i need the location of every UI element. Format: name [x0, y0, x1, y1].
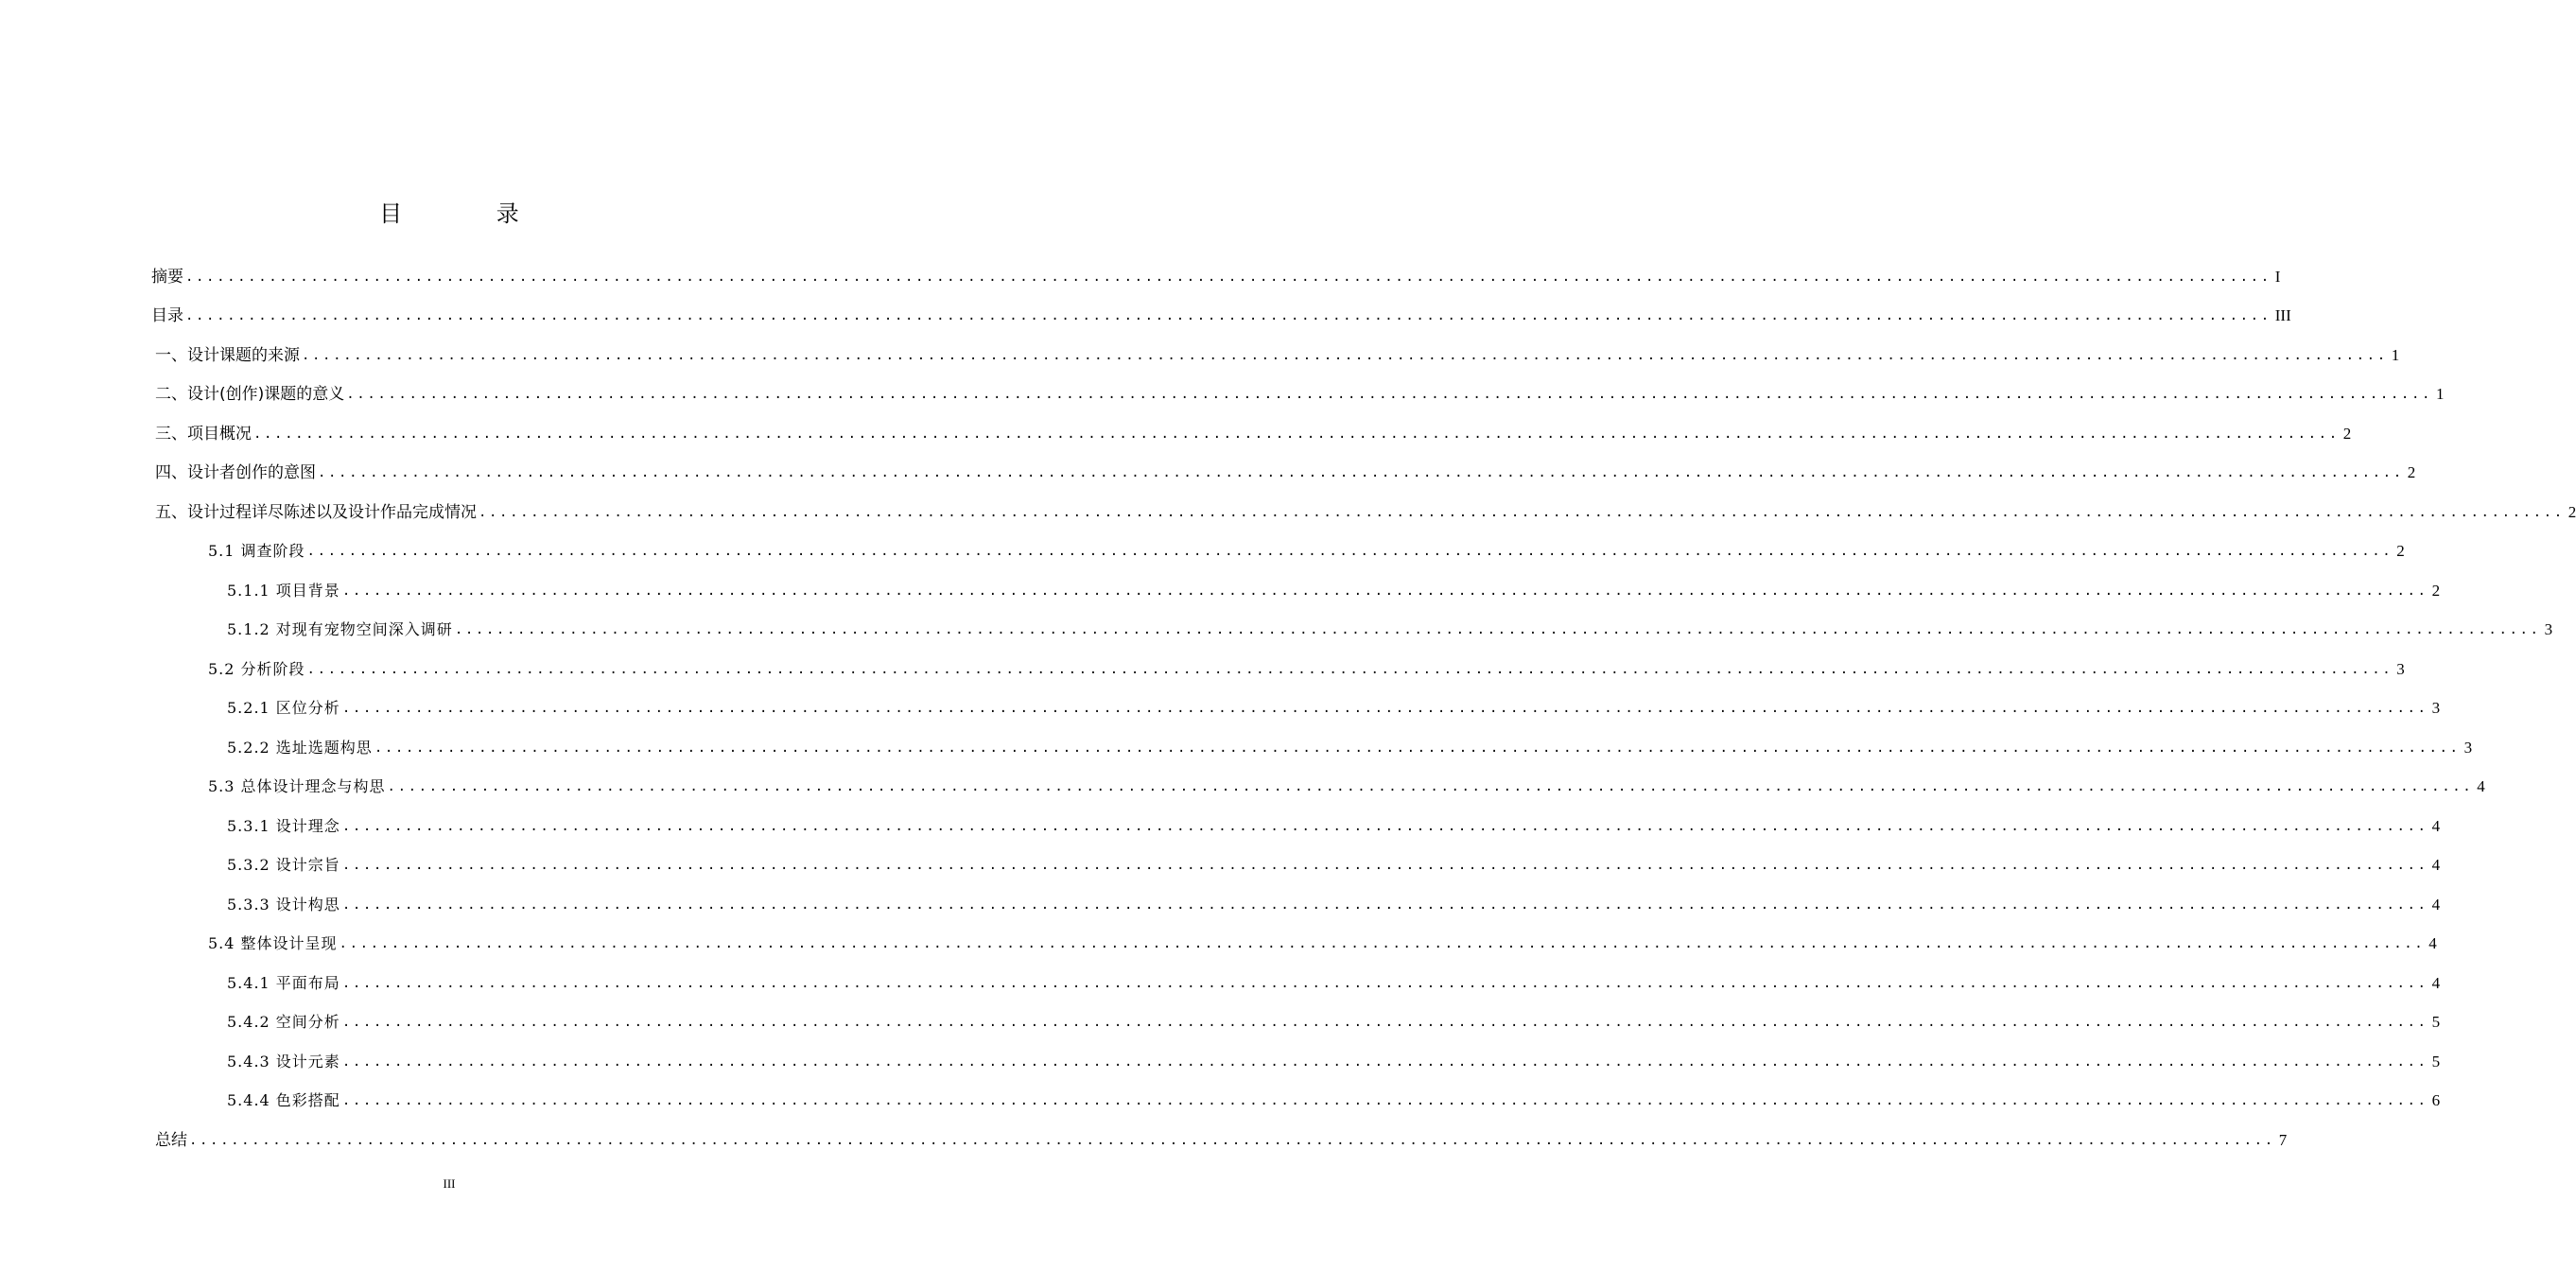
dot-leader: ........................................................................................................................................................................................................	[341, 583, 2428, 599]
toc-entry-label: 5.4.2 空间分析	[227, 1013, 340, 1031]
toc-entry-label: 5.1 调查阶段	[208, 542, 305, 560]
toc-entry-page: 4	[2431, 896, 2441, 914]
dot-leader: ........................................................................................................................................................................................................	[341, 819, 2428, 834]
toc-entry-label: 摘要	[151, 268, 183, 287]
dot-leader: ........................................................................................................................................................................................................	[306, 544, 2393, 559]
toc-entry[interactable]	[208, 538, 2405, 565]
dot-leader: ........................................................................................................................................................................................................	[341, 897, 2428, 913]
toc-entry-page: 2	[2567, 503, 2576, 521]
toc-entry-page: 4	[2477, 777, 2485, 795]
toc-entry-page: I	[2274, 268, 2281, 286]
toc-entry-label: 5.3.3 设计构思	[227, 896, 340, 914]
dot-leader: ........................................................................................................................................................................................................	[341, 1015, 2428, 1030]
toc-entry-label: 5.2 分析阶段	[208, 660, 305, 678]
toc-entry[interactable]	[155, 342, 2400, 369]
toc-entry-page: 1	[2391, 346, 2400, 364]
toc-entry[interactable]	[227, 578, 2441, 604]
toc-entry[interactable]	[227, 617, 2553, 643]
dot-leader: ........................................................................................................................................................................................................	[341, 701, 2428, 716]
toc-entry[interactable]	[227, 813, 2441, 840]
toc-entry-label: 5.4.4 色彩搭配	[227, 1091, 340, 1109]
dot-leader: ........................................................................................................................................................................................................	[253, 427, 2340, 442]
toc-entry-label: 5.3.2 设计宗旨	[227, 856, 340, 874]
toc-entry[interactable]	[155, 1127, 2288, 1154]
dot-leader: ........................................................................................................................................................................................................	[341, 976, 2428, 991]
toc-entry-label: 目录	[151, 306, 183, 325]
toc-entry[interactable]	[227, 1088, 2441, 1114]
toc-entry-page: 3	[2396, 660, 2405, 678]
dot-leader: ........................................................................................................................................................................................................	[479, 505, 2565, 520]
toc-entry-label: 5.3 总体设计理念与构思	[208, 777, 386, 795]
toc-entry-page: III	[2274, 306, 2291, 324]
toc-entry-label: 5.4.1 平面布局	[227, 974, 340, 992]
toc-entry-page: 5	[2431, 1053, 2441, 1071]
toc-entry-label: 三、项目概况	[155, 425, 252, 444]
toc-entry-page: 4	[2431, 856, 2441, 874]
toc-entry[interactable]	[227, 1009, 2441, 1036]
toc-entry-page: 2	[2342, 425, 2352, 443]
toc-entry-label: 5.4 整体设计呈现	[208, 934, 338, 952]
page-number-footer: III	[443, 1176, 456, 1191]
toc-entry-page: 4	[2428, 934, 2437, 952]
toc-entry[interactable]	[155, 421, 2352, 447]
toc-entry[interactable]	[227, 970, 2441, 997]
toc-entry[interactable]	[208, 656, 2405, 683]
dot-leader: ........................................................................................................................................................................................................	[306, 662, 2393, 677]
dot-leader: ........................................................................................................................................................................................................	[185, 270, 2271, 285]
toc-entry-page: 5	[2431, 1013, 2441, 1031]
dot-leader: ........................................................................................................................................................................................................	[341, 858, 2428, 873]
dot-leader: ........................................................................................................................................................................................................	[346, 387, 2433, 402]
toc-entry-page: 2	[2431, 582, 2441, 600]
toc-entry-label: 5.1.1 项目背景	[227, 582, 340, 600]
toc-entry-label: 二、设计(创作)课题的意义	[155, 385, 345, 404]
dot-leader: ........................................................................................................................................................................................................	[318, 465, 2404, 480]
toc-entry-label: 总结	[155, 1131, 187, 1150]
dot-leader: ........................................................................................................................................................................................................	[302, 348, 2388, 363]
toc-entry-label: 5.2.1 区位分析	[227, 699, 340, 717]
toc-entry-label: 5.2.2 选址选题构思	[227, 739, 373, 757]
toc-entry-page: 3	[2431, 699, 2441, 717]
toc-entry[interactable]	[227, 735, 2473, 761]
toc-entry-label: 5.4.3 设计元素	[227, 1053, 340, 1071]
toc-entry-page: 7	[2278, 1131, 2288, 1149]
toc-entry-label: 5.3.1 设计理念	[227, 817, 340, 835]
toc-entry-label: 五、设计过程详尽陈述以及设计作品完成情况	[155, 503, 477, 522]
toc-entry[interactable]	[155, 499, 2576, 526]
toc-entry-page: 2	[2407, 463, 2416, 481]
toc-entry[interactable]	[151, 264, 2281, 290]
dot-leader: ........................................................................................................................................................................................................	[387, 779, 2474, 794]
toc-entry-page: 1	[2436, 385, 2445, 403]
toc-entry-page: 3	[2544, 620, 2553, 638]
toc-entry[interactable]	[151, 303, 2291, 329]
toc-entry-page: 4	[2431, 817, 2441, 835]
toc-entry[interactable]	[155, 381, 2445, 408]
toc-entry-page: 3	[2463, 739, 2473, 757]
toc-entry[interactable]	[227, 892, 2441, 918]
toc-entry-label: 5.1.2 对现有宠物空间深入调研	[227, 620, 453, 638]
toc-entry[interactable]	[227, 695, 2441, 722]
toc-entry-page: 6	[2431, 1091, 2441, 1109]
page-title: 目 录	[379, 200, 563, 227]
dot-leader: ........................................................................................................................................................................................................	[189, 1133, 2275, 1148]
dot-leader: ........................................................................................................................................................................................................	[341, 1093, 2428, 1108]
toc-entry[interactable]	[208, 931, 2437, 957]
toc-entry[interactable]	[208, 774, 2485, 800]
toc-entry-label: 四、设计者创作的意图	[155, 463, 316, 482]
toc-entry-page: 2	[2396, 542, 2405, 560]
dot-leader: ........................................................................................................................................................................................................	[339, 936, 2426, 951]
dot-leader: ........................................................................................................................................................................................................	[341, 1054, 2428, 1070]
toc-entry[interactable]	[227, 852, 2441, 879]
toc-entry-label: 一、设计课题的来源	[155, 346, 300, 365]
toc-entry-page: 4	[2431, 974, 2441, 992]
dot-leader: ........................................................................................................................................................................................................	[454, 622, 2541, 637]
dot-leader: ........................................................................................................................................................................................................	[185, 308, 2271, 323]
toc-entry[interactable]	[227, 1049, 2441, 1075]
toc-entry[interactable]	[155, 460, 2416, 486]
dot-leader: ........................................................................................................................................................................................................	[374, 740, 2461, 756]
